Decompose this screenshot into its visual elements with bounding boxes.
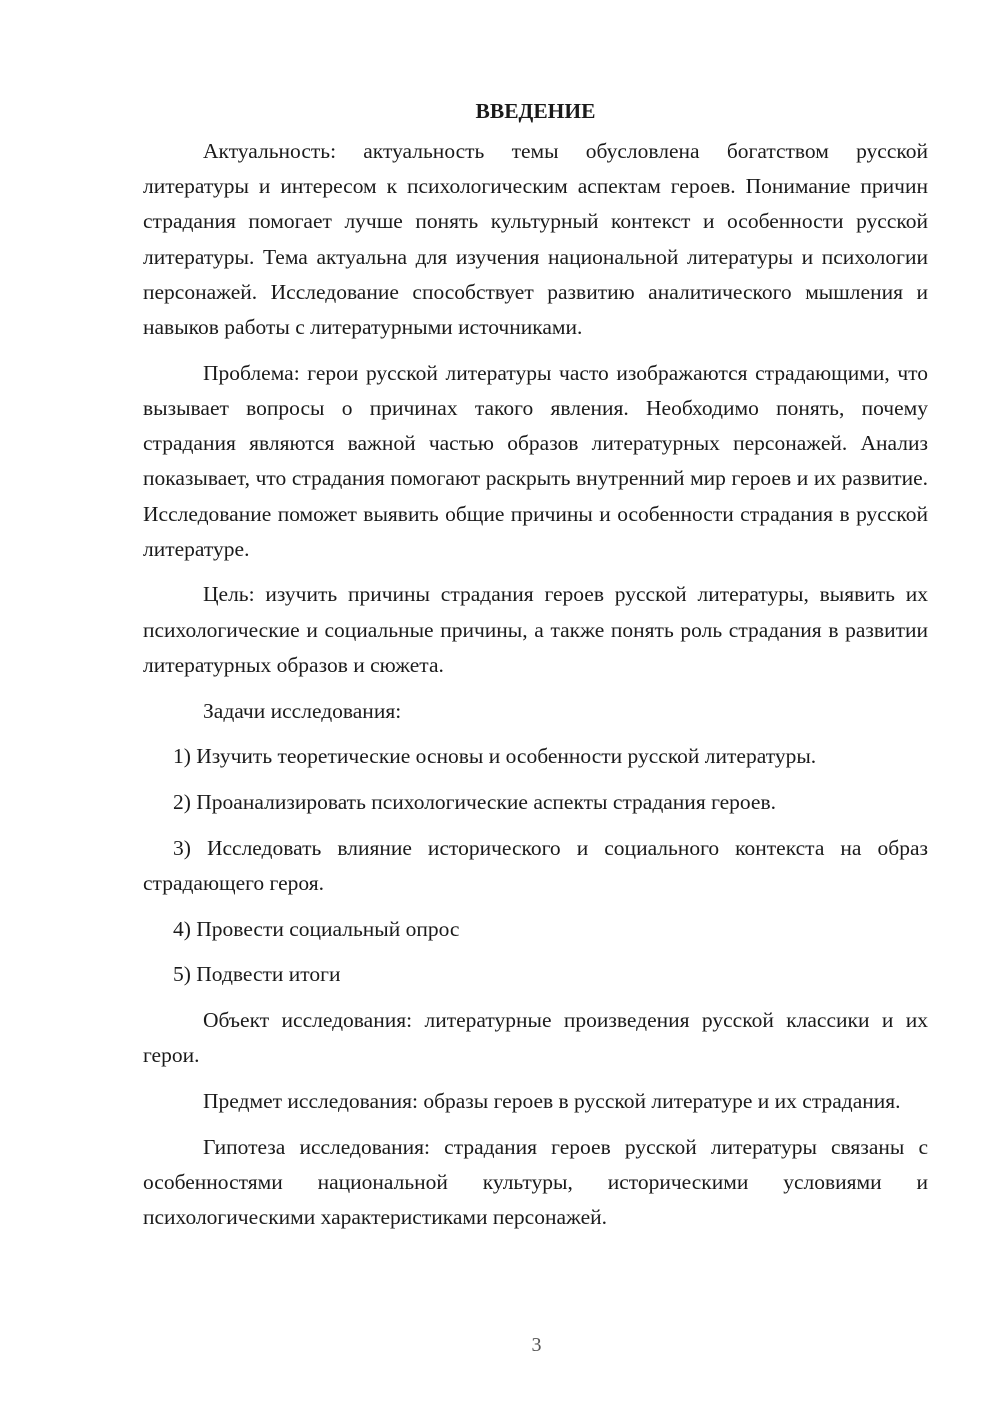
page-content	[143, 96, 928, 1246]
task-item-4: 4) Провести социальный опрос	[173, 916, 460, 941]
paragraph-problem: Проблема: герои русской литературы часто изображаются страдающими, что вызывает вопросы о причинах такого явления. Необходимо понять, почему страдания являются важной частью образов литературных персонажей. Анализ показывает, что страдания помогают раскрыть внутренний мир героев и их развитие. Исследование поможет выявить общие причины и особенности страдания в русской литературе.	[143, 360, 928, 561]
task-item-1: 1) Изучить теоретические основы и особенности русской литературы.	[173, 744, 817, 769]
paragraph-relevance: Актуальность: актуальность темы обусловлена богатством русской литературы и интересом к психологическим аспектам героев. Понимание причин страдания помогает лучше понять культурный контекст и особенности русской литературы. Тема актуальна для изучения национальной литературы и психологии персонажей. Исследование способствует развитию аналитического мышления и навыков работы с литературными источниками.	[143, 139, 928, 340]
task-item-3: 3) Исследовать влияние исторического и социального контекста на образ страдающего героя.	[143, 835, 928, 895]
section-title: ВВЕДЕНИЕ	[475, 99, 596, 123]
paragraph-tasks-heading: Задачи исследования:	[203, 698, 402, 723]
task-item-2: 2) Проанализировать психологические аспекты страдания героев.	[173, 789, 776, 814]
task-item-5: 5) Подвести итоги	[173, 962, 341, 987]
paragraph-subject: Предмет исследования: образы героев в русской литературе и их страдания.	[203, 1088, 901, 1113]
page-number: 3	[531, 1334, 542, 1356]
paragraph-object: Объект исследования: литературные произведения русской классики и их герои.	[143, 1007, 928, 1068]
paragraph-hypothesis: Гипотеза исследования: страдания героев русской литературы связаны с особенностями национальной культуры, историческими условиями и психологическими характеристиками персонажей.	[143, 1134, 928, 1229]
paragraph-goal: Цель: изучить причины страдания героев русской литературы, выявить их психологические и социальные причины, а также понять роль страдания в развитии литературных образов и сюжета.	[143, 582, 928, 677]
